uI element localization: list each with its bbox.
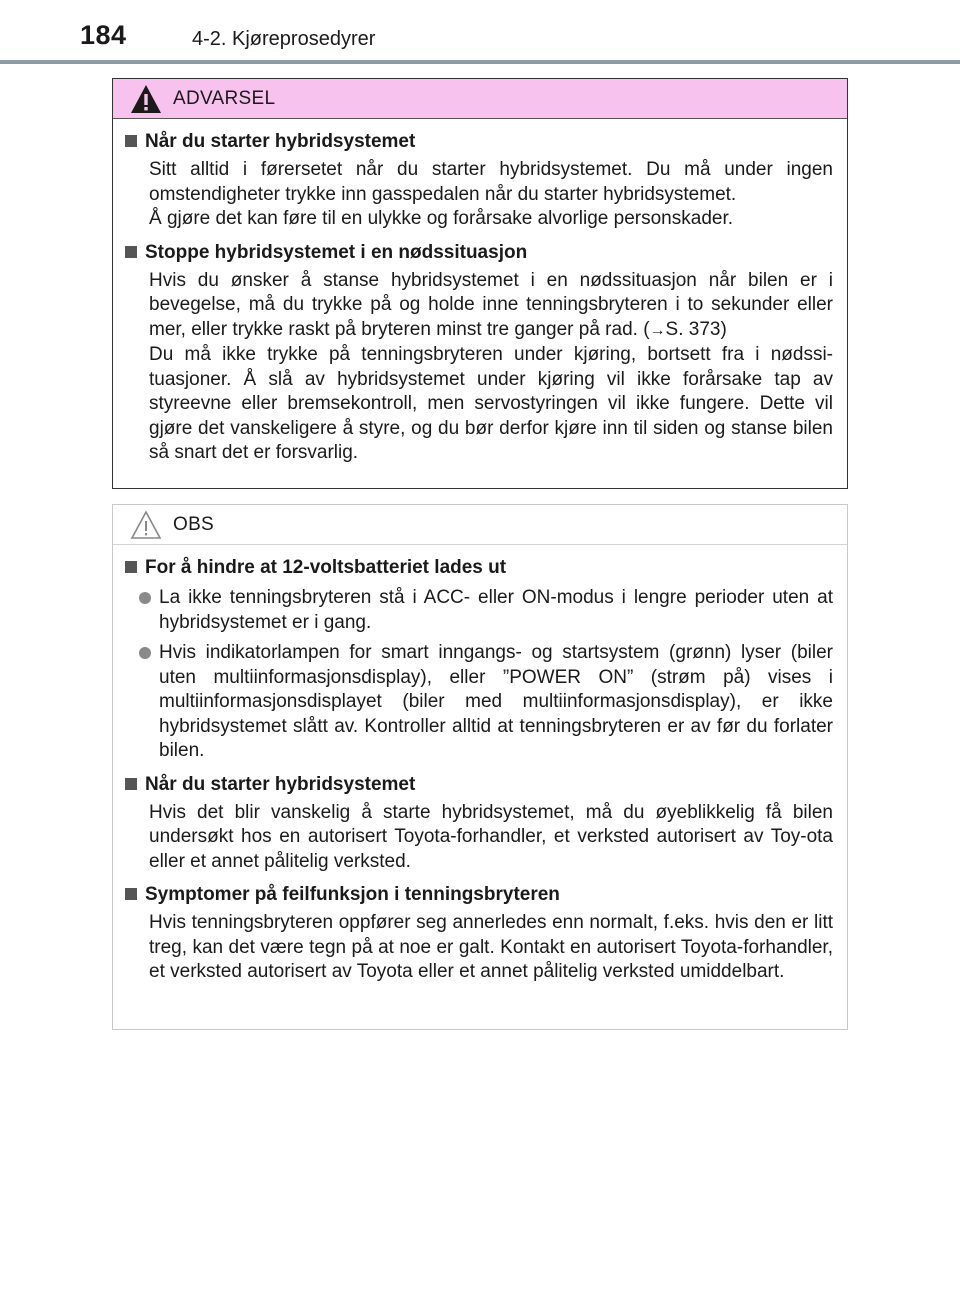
paragraph: Hvis du ønsker å stanse hybridsystemet i en nødssituasjon når bilen er i bevegelse, må du trykke på og holde inne tenningsbryteren i to sekunder eller mer, eller trykke raskt på bryteren minst tre ganger på rad. (→S. 373) — [149, 269, 833, 340]
warning-body — [113, 119, 847, 466]
section-heading: For å hindre at 12-voltsbatteriet lades ut — [145, 557, 507, 578]
square-bullet-icon — [125, 888, 137, 900]
paragraph: Å gjøre det kan føre til en ulykke og forårsake alvorlige personskader. — [149, 208, 734, 229]
notice-label: OBS — [173, 514, 215, 535]
notice-section — [125, 555, 833, 764]
page-reference: S. 373) — [665, 318, 727, 340]
square-bullet-icon — [125, 778, 137, 790]
section-heading: Når du starter hybridsystemet — [145, 773, 416, 795]
section-title: 4-2. Kjøreprosedyrer — [192, 28, 376, 50]
notice-section — [125, 882, 833, 985]
page-number: 184 — [80, 20, 127, 50]
warning-label: ADVARSEL — [173, 88, 276, 109]
warning-box — [112, 78, 848, 489]
paragraph: Hvis tenningsbryteren oppfører seg annerledes enn normalt, f.eks. hvis den er litt treg, kan det være tegn på at noe er galt. Kontakt en autorisert Toyota-forhandler, et verksted autorisert av Toyota eller et annet pålitelig verksted umiddelbart. — [149, 912, 833, 982]
section-heading: Symptomer på feilfunksjon i tenningsbryteren — [145, 884, 560, 905]
paragraph: Du må ikke trykke på tenningsbryteren under kjøring, bortsett fra i nødssi-tuasjoner. Å slå av hybridsystemet under kjøring vil ikke forårsake tap av styreevne eller bremsekontroll, men servostyringen vil ikke fungere. Dette vil gjøre det vanskeligere å styre, og du bør derfor kjøre inn til siden og stanse bilen så snart det er forsvarlig. — [149, 344, 833, 463]
square-bullet-icon — [125, 135, 137, 147]
header-rule — [0, 60, 960, 64]
square-bullet-icon — [125, 561, 137, 573]
list-item: Hvis indikatorlampen for smart inngangs- og startsystem (grønn) lyser (biler uten multiinformasjonsdisplay), eller ”POWER ON” (strøm på) vises i multiinformasjonsdisplayet (biler med multiinformasjonsdisplay), er ikke hybridsystemet slått av. Kontroller alltid at tenningsbryteren er av før du forlater bilen. — [139, 641, 833, 764]
warning-section — [125, 129, 833, 232]
caution-triangle-outline-icon — [129, 509, 163, 541]
section-heading: Stoppe hybridsystemet i en nødssituasjon — [145, 241, 528, 263]
square-bullet-icon — [125, 246, 137, 258]
page-header — [0, 0, 960, 64]
section-heading: Når du starter hybridsystemet — [145, 131, 416, 152]
warning-section — [125, 240, 833, 466]
arrow-right-icon: → — [649, 321, 666, 339]
notice-body — [113, 545, 847, 985]
notice-section — [125, 772, 833, 875]
circle-bullet-icon — [139, 647, 151, 659]
warning-triangle-icon — [129, 83, 163, 115]
circle-bullet-icon — [139, 592, 151, 604]
warning-header — [113, 79, 847, 119]
paragraph: Sitt alltid i førersetet når du starter hybridsystemet. Du må under ingen omstendigheter trykke inn gasspedalen når du starter hybridsystemet. — [149, 159, 833, 205]
list-item: La ikke tenningsbryteren stå i ACC- eller ON-modus i lengre perioder uten at hybridsystemet er i gang. — [139, 586, 833, 635]
paragraph: Hvis det blir vanskelig å starte hybridsystemet, må du øyeblikkelig få bilen undersøkt hos en autorisert Toyota-forhandler, et verksted autorisert av Toy-ota eller et annet pålitelig verksted. — [149, 801, 833, 872]
notice-header — [113, 505, 847, 545]
notice-box — [112, 504, 848, 1030]
